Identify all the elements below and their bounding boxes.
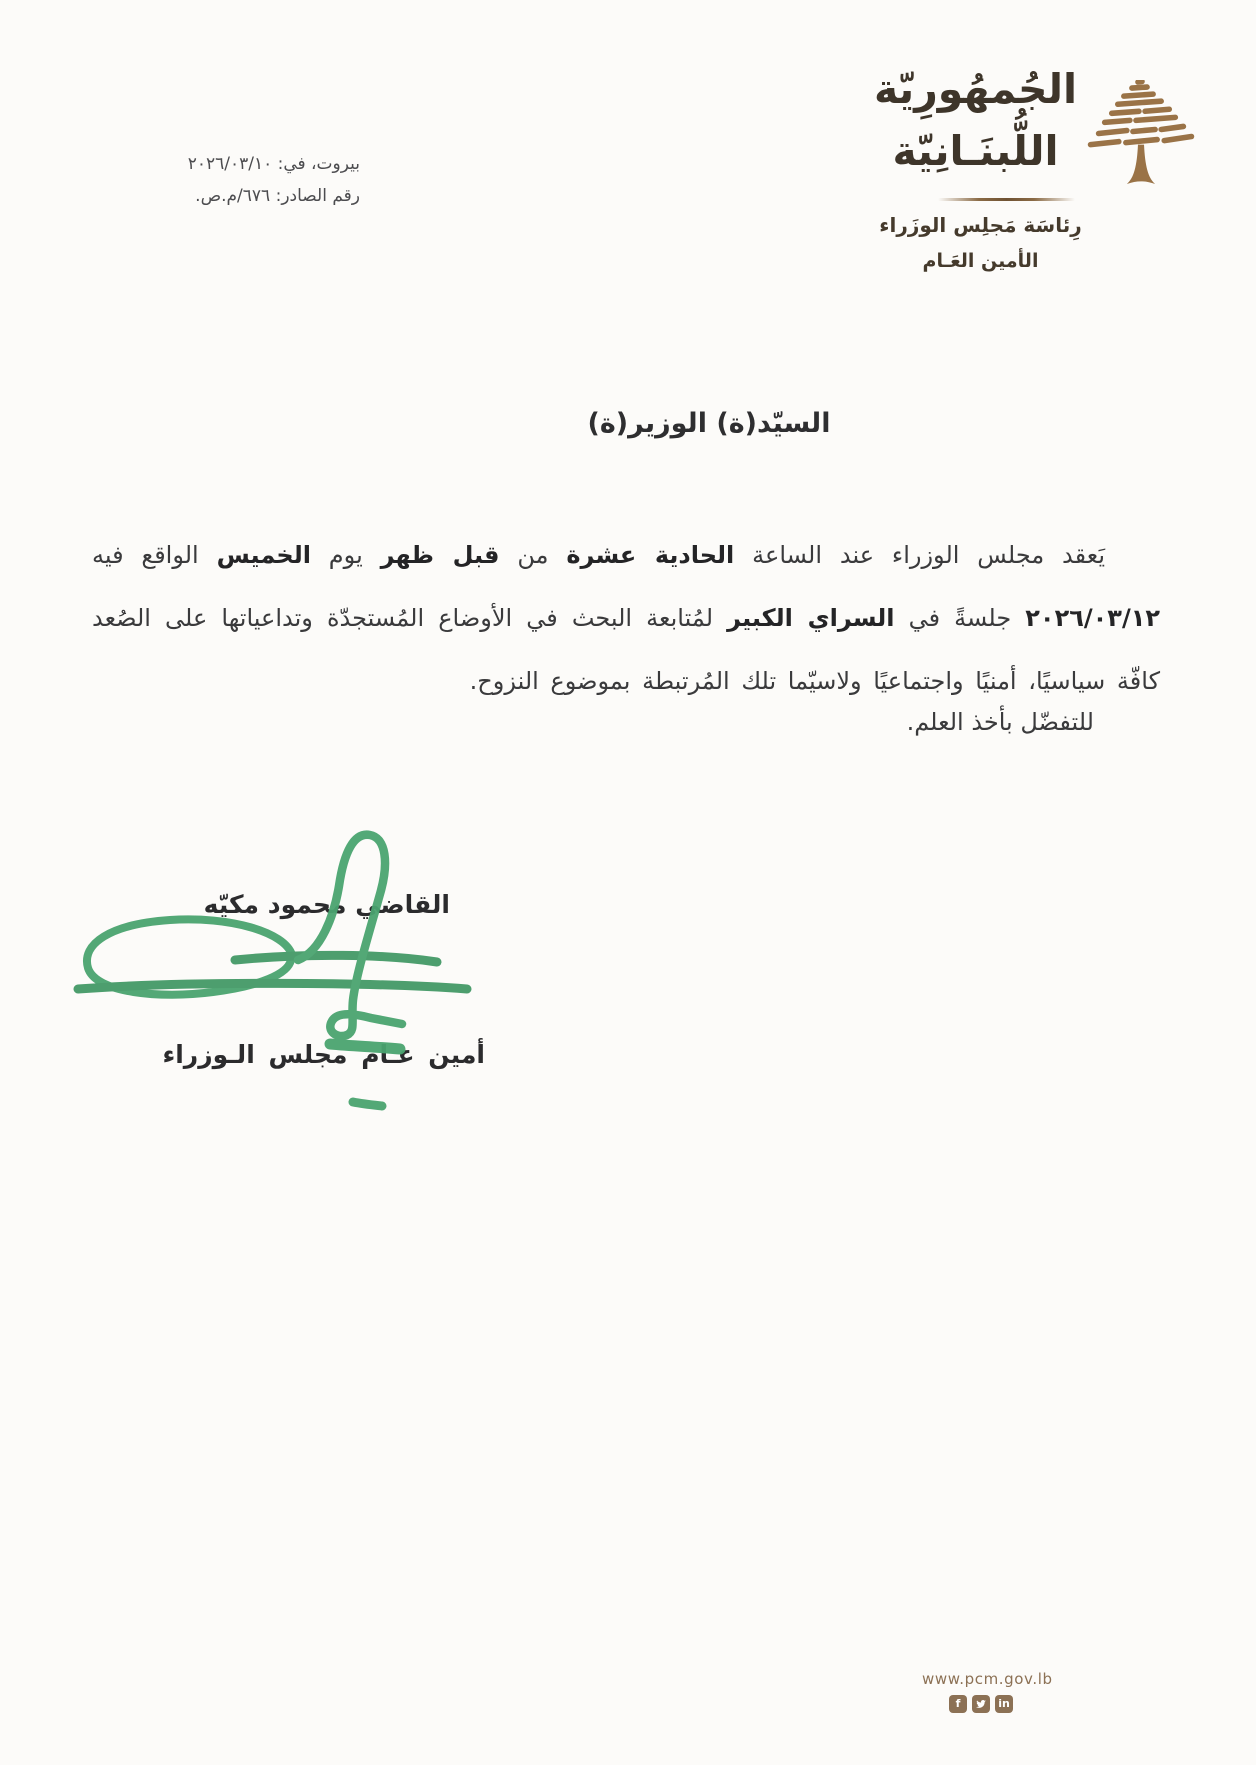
secretary-general-title: الأمين العَـام — [922, 250, 1039, 272]
website-text: www.pcm.gov.lb — [922, 1670, 1053, 1688]
republic-line2: اللُّبنَـانِيّة — [892, 127, 1059, 175]
meta-city-date: بيروت، في: ٢٠٢٦/٠٣/١٠ — [187, 154, 360, 174]
presidency-title: رِئاسَة مَجلِس الوزَراء — [879, 213, 1082, 237]
facebook-icon: f — [949, 1695, 967, 1713]
cedar-tree-icon — [1085, 80, 1197, 186]
meta-reference: رقم الصادر: ٦٧٦/م.ص. — [195, 186, 360, 206]
salutation: السيّد(ة) الوزير(ة) — [587, 408, 831, 439]
linkedin-icon: in — [995, 1695, 1013, 1713]
body-paragraph: يَعقد مجلس الوزراء عند الساعة الحادية عشرة من قبل ظهر يوم الخميس الواقع فيه ٢٠٢٦/٠٣/١٢ جلسةً في السراي الكبير لمُتابعة البحث في الأوضاع المُستجدّة وتداعياتها على الصُعد كافّة سياسيًا، أمنيًا واجتماعيًا ولاسيّما تلك المُرتبطة بموضوع النزوح. — [92, 541, 1160, 695]
twitter-icon — [972, 1695, 990, 1713]
signatory-name: القاضي محمود مكيّه — [203, 890, 450, 919]
closing-line: للتفضّل بأخذ العلم. — [906, 708, 1094, 736]
signatory-title: أمين عـام مجلس الـوزراء — [162, 1040, 485, 1069]
social-icons-row — [922, 1695, 1040, 1713]
republic-calligraphy — [868, 58, 1083, 182]
letterhead-divider — [938, 198, 1075, 201]
letter-meta — [112, 148, 360, 212]
footer — [922, 1670, 1053, 1713]
cedar-trunk — [1127, 145, 1155, 184]
republic-line1: الجُمهُورِيّة — [873, 65, 1078, 113]
